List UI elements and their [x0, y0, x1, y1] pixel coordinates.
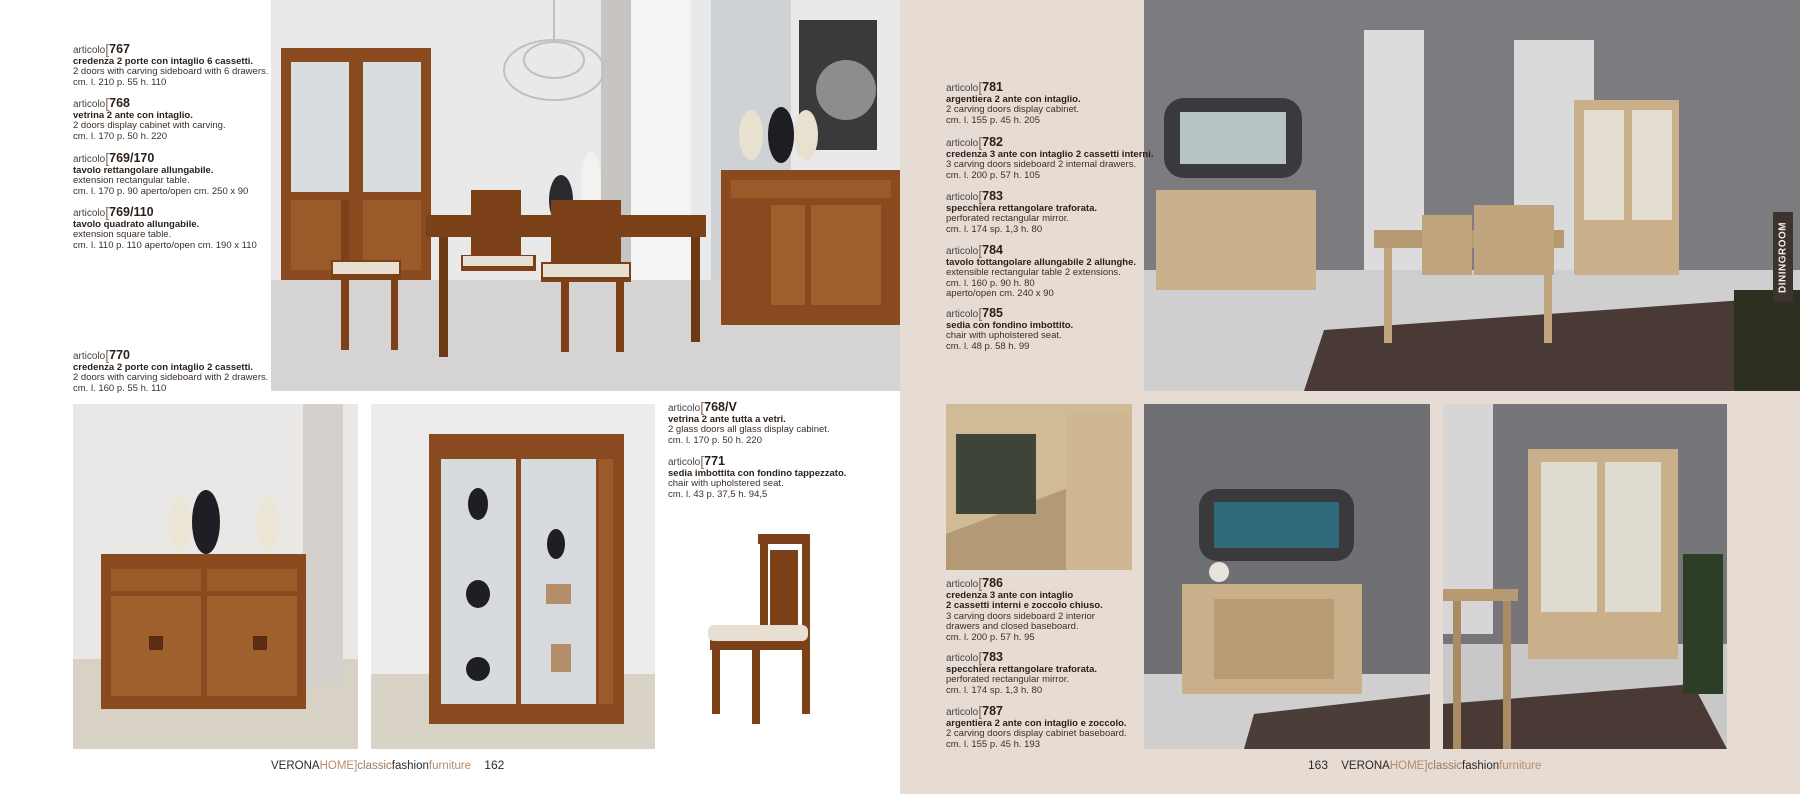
article-label: articolo — [946, 83, 979, 94]
desc-en: chair with upholstered seat. — [946, 330, 1062, 341]
dimensions: cm. l. 200 p. 57 h. 95 — [946, 631, 1035, 643]
product-769-110: articolo[769/110 tavolo quadrato allungabile. extension square table. cm. l. 110 p. 110 aperto/open cm. 190 x 110 — [73, 204, 257, 251]
product-785: articolo[785 sedia con fondino imbottito. chair with upholstered seat. cm. l. 48 p. 58 h. 99 — [946, 305, 1074, 352]
dimensions: cm. l. 160 p. 90 h. 80 — [946, 277, 1035, 289]
product-782: articolo[782 credenza 3 ante con intaglio 2 cassetti interni. 3 carving doors sideboard 2 internal drawers. cm. l. 200 p. 57 h. 105 — [946, 134, 1154, 181]
desc-it: tavolo quadrato allungabile. — [73, 218, 200, 230]
desc-it: sedia con fondino imbottito. — [946, 319, 1074, 331]
desc-it: specchiera rettangolare traforata. — [946, 202, 1098, 214]
desc-it: tavolo rettangolare allungabile. — [73, 164, 214, 176]
desc-it: argentiera 2 ante con intaglio e zoccolo. — [946, 717, 1127, 729]
desc-en: 3 carving doors sideboard 2 interior — [946, 610, 1095, 622]
article-code: 770 — [109, 348, 130, 362]
article-code: 781 — [982, 80, 1003, 94]
catalog-page-right — [900, 0, 1800, 794]
desc-en: 2 carving doors display cabinet baseboard. — [946, 728, 1127, 739]
desc-en: 2 doors with carving sideboard with 6 drawers. — [73, 66, 269, 77]
desc-en: 2 doors with carving sideboard with 2 drawers. — [73, 372, 269, 383]
article-code: 768/V — [704, 400, 737, 414]
dimensions: cm. l. 155 p. 45 h. 205 — [946, 114, 1041, 126]
brand-classic: classic — [357, 760, 392, 772]
article-code: 784 — [982, 243, 1003, 257]
drawer-detail-photo — [946, 404, 1132, 570]
article-code: 768 — [109, 96, 130, 110]
product-769-170: articolo[769/170 tavolo rettangolare allungabile. extension rectangular table. cm. l. 170 p. 90 aperto/open cm. 250 x 90 — [73, 150, 249, 197]
article-code: 787 — [982, 704, 1003, 718]
sideboard-770-photo — [73, 404, 358, 749]
article-code: 783 — [982, 189, 1003, 203]
display-cabinet-768V-photo — [371, 404, 655, 749]
product-768: articolo[768 vetrina 2 ante con intaglio. 2 doors display cabinet with carving. cm. l. 170 p. 50 h. 220 — [73, 95, 226, 142]
brand-furniture: furniture — [428, 760, 472, 772]
dimensions: cm. l. 43 p. 37,5 h. 94,5 — [668, 488, 768, 500]
article-label: articolo — [946, 707, 979, 718]
product-771: articolo[771 sedia imbottita con fondino tappezzato. chair with upholstered seat. cm. l. 43 p. 37,5 h. 94,5 — [668, 453, 847, 500]
display-cabinet-787-photo — [1443, 404, 1727, 749]
dining-room-photo-walnut — [271, 0, 900, 391]
desc-en: 3 carving doors sideboard 2 internal drawers. — [946, 159, 1137, 170]
desc-it: argentiera 2 ante con intaglio. — [946, 93, 1081, 105]
brand-bracket: ] — [1424, 760, 1428, 772]
chair-771-photo — [690, 530, 830, 730]
article-code: 782 — [982, 135, 1003, 149]
article-label: articolo — [946, 309, 979, 320]
desc-en: 2 carving doors display cabinet. — [946, 104, 1080, 115]
desc-en: 2 glass doors all glass display cabinet. — [668, 424, 830, 435]
product-786: articolo[786 credenza 3 ante con intaglio 2 cassetti interni e zoccolo chiuso. 3 carving doors sideboard 2 interior drawers and closed baseboard. cm. l. 200 p. 57 h. 95 — [946, 575, 1103, 643]
product-781: articolo[781 argentiera 2 ante con intaglio. 2 carving doors display cabinet. cm. l. 155 p. 45 h. 205 — [946, 79, 1081, 126]
brand-classic: classic — [1427, 760, 1463, 772]
brand-home: HOME — [1389, 760, 1425, 772]
dimensions: cm. l. 170 p. 50 h. 220 — [668, 434, 763, 446]
article-label: articolo — [73, 208, 106, 219]
desc-it: specchiera rettangolare traforata. — [946, 663, 1098, 675]
desc-it: vetrina 2 ante tutta a vetri. — [668, 413, 786, 425]
product-783-b: articolo[783 specchiera rettangolare traforata. perforated rectangular mirror. cm. l. 174 sp. 1,3 h. 80 — [946, 649, 1098, 696]
article-code: 767 — [109, 42, 130, 56]
dimensions: cm. l. 174 sp. 1,3 h. 80 — [946, 223, 1043, 235]
article-label: articolo — [668, 457, 701, 468]
brand-furniture: furniture — [1499, 760, 1542, 772]
product-768V: articolo[768/V vetrina 2 ante tutta a vetri. 2 glass doors all glass display cabinet. cm. l. 170 p. 50 h. 220 — [668, 399, 830, 446]
dining-room-photo-oak — [1144, 0, 1800, 391]
article-code: 783 — [982, 650, 1003, 664]
footer-right — [1308, 758, 1541, 772]
article-code: 769/170 — [109, 151, 155, 165]
article-code: 769/110 — [109, 205, 154, 219]
article-label: articolo — [946, 138, 979, 149]
article-label: articolo — [946, 192, 979, 203]
desc-it: credenza 2 porte con intaglio 6 cassetti. — [73, 55, 254, 67]
desc-en: 2 doors display cabinet with carving. — [73, 120, 226, 131]
section-tag-diningroom: DININGROOM — [1773, 212, 1793, 302]
footer-left — [271, 758, 504, 772]
dimensions: cm. l. 174 sp. 1,3 h. 80 — [946, 684, 1043, 696]
brand-verona: VERONA — [1341, 760, 1390, 772]
desc-en: extensible rectangular table 2 extensions. — [946, 267, 1121, 278]
dimensions: cm. l. 170 p. 50 h. 220 — [73, 130, 168, 142]
dimensions: cm. l. 155 p. 45 h. 193 — [946, 738, 1041, 750]
page-number: 163 — [1308, 758, 1329, 772]
desc-it: vetrina 2 ante con intaglio. — [73, 109, 193, 121]
dimensions-open: aperto/open cm. 240 x 90 — [946, 288, 1054, 299]
brand-verona: VERONA — [271, 760, 320, 772]
brand-bracket: ] — [354, 760, 358, 772]
desc-it: sedia imbottita con fondino tappezzato. — [668, 467, 847, 479]
brand-fashion: fashion — [1462, 760, 1500, 772]
dimensions: cm. l. 110 p. 110 aperto/open cm. 190 x 110 — [73, 239, 257, 251]
article-label: articolo — [73, 351, 106, 362]
brand-home: HOME — [319, 760, 355, 772]
product-767: articolo[767 credenza 2 porte con intaglio 6 cassetti. 2 doors with carving sideboard with 6 drawers. cm. l. 210 p. 55 h. 110 — [73, 41, 269, 88]
desc-it-2: 2 cassetti interni e zoccolo chiuso. — [946, 600, 1103, 611]
article-label: articolo — [668, 403, 701, 414]
product-783: articolo[783 specchiera rettangolare traforata. perforated rectangular mirror. cm. l. 174 sp. 1,3 h. 80 — [946, 188, 1098, 235]
product-770: articolo[770 credenza 2 porte con intaglio 2 cassetti. 2 doors with carving sideboard with 2 drawers. cm. l. 160 p. 55 h. 110 — [73, 347, 269, 394]
article-label: articolo — [73, 45, 106, 56]
dimensions: cm. l. 210 p. 55 h. 110 — [73, 76, 167, 88]
desc-en: perforated rectangular mirror. — [946, 674, 1070, 685]
article-code: 786 — [982, 576, 1003, 590]
article-label: articolo — [946, 246, 979, 257]
dimensions: cm. l. 170 p. 90 aperto/open cm. 250 x 90 — [73, 185, 249, 197]
brand-fashion: fashion — [391, 760, 429, 772]
dimensions: cm. l. 48 p. 58 h. 99 — [946, 340, 1030, 352]
desc-en: perforated rectangular mirror. — [946, 213, 1070, 224]
sideboard-786-mirror-photo — [1144, 404, 1430, 749]
article-code: 785 — [982, 306, 1003, 320]
article-label: articolo — [73, 154, 106, 165]
desc-en: extension square table. — [73, 229, 172, 240]
desc-en: extension rectangular table. — [73, 175, 190, 186]
article-code: 771 — [704, 454, 725, 468]
desc-en-2: drawers and closed baseboard. — [946, 621, 1079, 632]
desc-it: credenza 3 ante con intaglio — [946, 589, 1074, 601]
article-label: articolo — [73, 99, 106, 110]
desc-it: tavolo tottangolare allungabile 2 allunghe. — [946, 256, 1137, 268]
desc-en: chair with upholstered seat. — [668, 478, 784, 489]
article-label: articolo — [946, 579, 979, 590]
product-787: articolo[787 argentiera 2 ante con intaglio e zoccolo. 2 carving doors display cabinet baseboard. cm. l. 155 p. 45 h. 193 — [946, 703, 1127, 750]
dimensions: cm. l. 200 p. 57 h. 105 — [946, 169, 1041, 181]
dimensions: cm. l. 160 p. 55 h. 110 — [73, 382, 167, 394]
desc-it: credenza 3 ante con intaglio 2 cassetti interni. — [946, 148, 1154, 160]
product-784: articolo[784 tavolo tottangolare allungabile 2 allunghe. extensible rectangular table 2 extensions. cm. l. 160 p. 90 h. 80 aperto/open cm. 240 x 90 — [946, 242, 1137, 299]
article-label: articolo — [946, 653, 979, 664]
desc-it: credenza 2 porte con intaglio 2 cassetti. — [73, 361, 254, 373]
page-number: 162 — [484, 758, 505, 772]
